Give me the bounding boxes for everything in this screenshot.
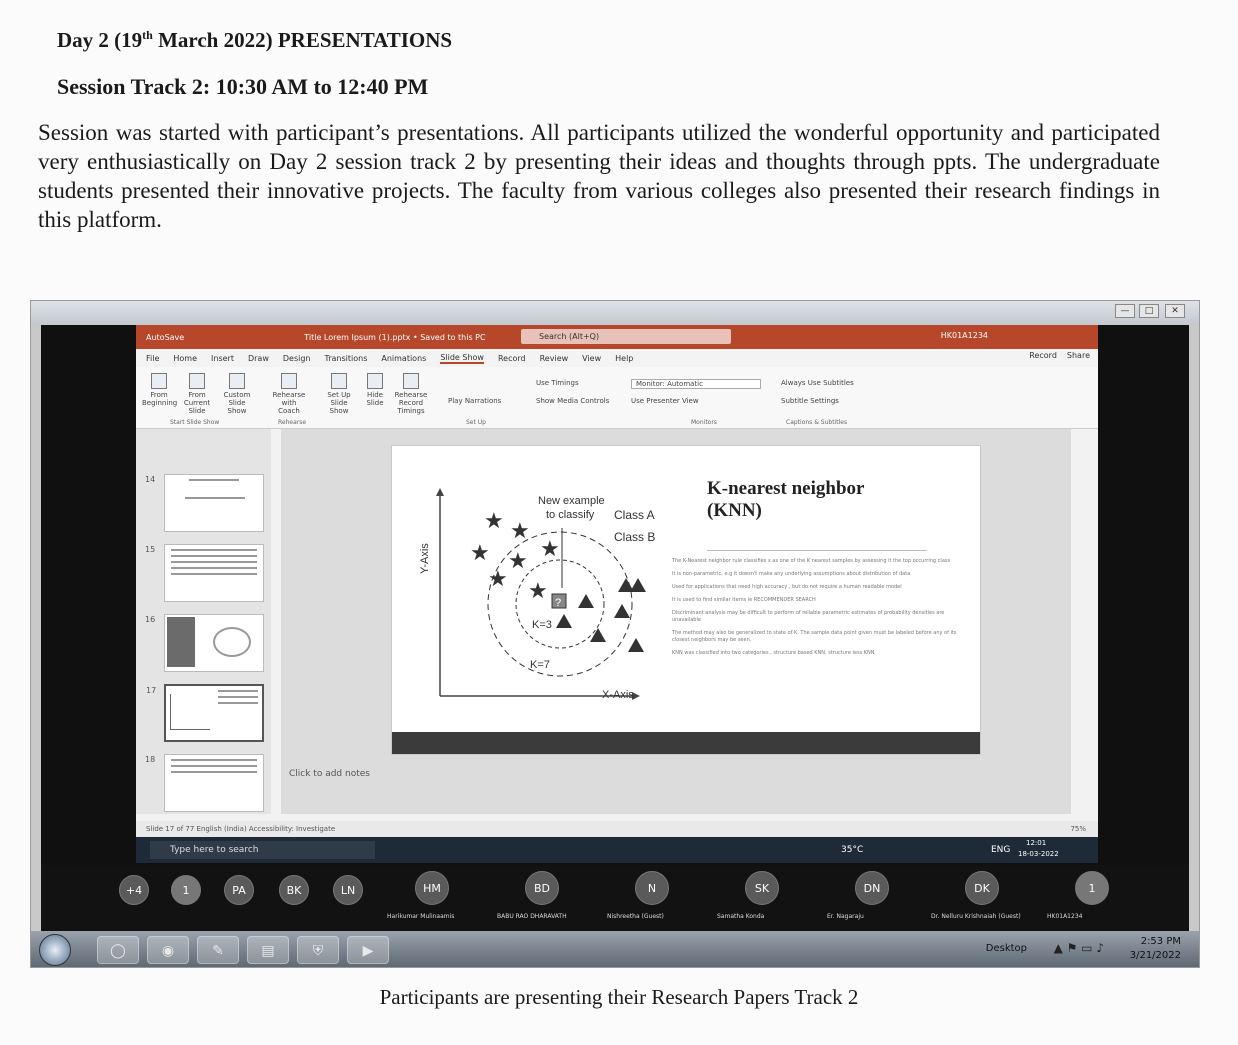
participant-avatar[interactable]: LN — [333, 875, 363, 905]
menu-record[interactable]: Record — [497, 353, 526, 363]
menu-home[interactable]: Home — [173, 353, 198, 363]
file-name: Title Lorem Ipsum (1).pptx • Saved to this PC — [304, 332, 486, 342]
powerpoint-window — [136, 325, 1098, 837]
rehearse-coach-button[interactable]: Rehearse with Coach — [272, 373, 306, 415]
session-paragraph: Session was started with participant’s presentations. All participants utilized the wonderful opportunity and participated very enthusiastically on Day 2 session track 2 by presenting their ideas and thoughts through ppts. The undergraduate students presented their innovative projects. The faculty from various colleges also presented their research findings in this platform. — [38, 120, 1160, 232]
window-titlebar — [31, 301, 1199, 325]
bullet-item: It is used to find similar items ie RECOMMENDER SEARCH — [672, 597, 816, 603]
maximize-icon[interactable]: □ — [1139, 304, 1159, 318]
remote-screen — [41, 325, 1189, 931]
custom-show-icon — [229, 373, 245, 389]
k7-label: K=7 — [530, 659, 550, 671]
record-button[interactable]: Record — [1029, 351, 1057, 360]
triangle-marker — [630, 578, 646, 592]
bullet-item: KNN was classified into two categories , structure based KNN, structure less KNN — [672, 650, 875, 656]
thumbnail-slide-15[interactable]: 15 — [164, 544, 264, 602]
y-axis-label: Y-Axis — [419, 543, 431, 574]
star-marker: ★ — [484, 508, 504, 533]
chrome-icon[interactable]: ◉ — [147, 936, 189, 964]
star-marker: ★ — [508, 548, 528, 573]
star-marker: ★ — [528, 578, 548, 603]
participant-avatar[interactable]: BK — [279, 875, 309, 905]
participant-name: Dr. Nelluru Krishnaiah (Guest) — [931, 913, 1021, 920]
notes-pane[interactable]: Click to add notes — [289, 769, 370, 779]
menu-file[interactable]: File — [146, 353, 160, 363]
timings-icon — [403, 373, 419, 389]
ppt-menu-right — [1029, 351, 1090, 360]
windows-search-box[interactable]: Type here to search — [150, 841, 375, 859]
menu-view[interactable]: View — [582, 353, 602, 363]
group-start-label: Start Slide Show — [170, 419, 220, 426]
participant-strip — [41, 865, 1189, 931]
star-marker: ★ — [510, 518, 530, 543]
custom-show-button[interactable]: Custom Slide Show — [220, 373, 254, 415]
ie-icon[interactable]: ◯ — [97, 936, 139, 964]
participant-avatar[interactable]: PA — [224, 875, 254, 905]
menu-animations[interactable]: Animations — [381, 353, 427, 363]
thumbnail-slide-18[interactable]: 18 — [164, 754, 264, 812]
use-timings-check[interactable]: Use Timings — [536, 379, 579, 387]
clock[interactable]: 2:53 PM 3/21/2022 — [1129, 936, 1181, 961]
k3-label: K=3 — [532, 619, 552, 631]
zoom-level[interactable]: 75% — [1070, 825, 1086, 833]
triangle-marker — [614, 604, 630, 618]
triangle-marker — [578, 594, 594, 608]
menu-transitions[interactable]: Transitions — [324, 353, 368, 363]
triangle-marker — [590, 628, 606, 642]
participant-name: HK01A1234 — [1047, 913, 1083, 920]
media-player-icon[interactable]: ▶ — [347, 936, 389, 964]
participant-avatar[interactable]: DK — [965, 871, 999, 905]
group-monitors-label: Monitors — [691, 419, 717, 426]
ppt-status-bar — [136, 821, 1098, 837]
security-shield-icon[interactable]: ⛨ — [297, 936, 339, 964]
presenter-view-check[interactable]: Use Presenter View — [631, 397, 699, 405]
slide-footer-bar — [392, 732, 980, 754]
weather-readout: 35°C — [841, 845, 864, 855]
remote-clock-date: 18-03-2022 — [1018, 850, 1059, 858]
show-media-check[interactable]: Show Media Controls — [536, 397, 610, 405]
participant-name: Nishreetha (Guest) — [607, 913, 664, 920]
thumbnail-slide-16[interactable]: 16 — [164, 614, 264, 672]
setup-show-button[interactable]: Set Up Slide Show — [322, 373, 356, 415]
class-a-label: Class A — [614, 508, 655, 522]
menu-slide-show[interactable]: Slide Show — [440, 352, 484, 362]
slide-editor — [281, 429, 1071, 814]
windows7-taskbar — [31, 931, 1199, 968]
figure-caption: Participants are presenting their Research Papers Track 2 — [379, 985, 859, 1009]
participant-name: Harikumar Mulinaamis — [387, 913, 455, 920]
participant-avatar[interactable]: 1 — [1075, 871, 1109, 905]
paint-icon[interactable]: ✎ — [197, 936, 239, 964]
current-slide[interactable] — [391, 445, 981, 755]
bullet-item: The method may also be generalized to state of K. The sample data point given must be labeled before any of its closest neighbors may be seen. — [672, 630, 957, 643]
participant-avatar[interactable]: N — [635, 871, 669, 905]
title-divider — [707, 550, 927, 551]
group-captions-label: Captions & Subtitles — [786, 419, 848, 426]
monitor-select[interactable]: Monitor: Automatic — [631, 379, 761, 389]
language-indicator[interactable]: ENG — [991, 845, 1011, 855]
participant-name: BABU RAO DHARAVATH — [497, 913, 567, 920]
menu-help[interactable]: Help — [615, 353, 634, 363]
from-beginning-button[interactable]: From Beginning — [142, 373, 176, 407]
play-narrations-check[interactable]: Play Narrations — [448, 397, 502, 405]
slide-bullets — [672, 558, 957, 663]
ppt-menu-bar — [136, 349, 1098, 367]
slide-thumbnail-pane — [136, 429, 271, 814]
menu-insert[interactable]: Insert — [211, 353, 234, 363]
autosave-toggle[interactable]: AutoSave — [146, 332, 185, 342]
query-mark: ? — [555, 597, 562, 609]
participant-avatar[interactable]: SK — [745, 871, 779, 905]
thumbnail-slide-14[interactable]: 14 — [164, 474, 264, 532]
participant-name: Samatha Konda — [717, 913, 765, 920]
from-current-button[interactable]: From Current Slide — [180, 373, 214, 415]
group-rehearse-label: Rehearse — [278, 419, 307, 426]
status-text: Slide 17 of 77 English (India) Accessibility: Investigate — [146, 825, 336, 833]
participant-avatar[interactable]: DN — [855, 871, 889, 905]
session-heading: Session Track 2: 10:30 AM to 12:40 PM — [57, 74, 429, 99]
triangle-marker — [628, 638, 644, 652]
remote-clock-time: 12:01 — [1026, 839, 1047, 847]
share-button[interactable]: Share — [1066, 351, 1090, 360]
slideshow-icon — [151, 373, 167, 389]
coach-icon — [281, 373, 297, 389]
participant-avatar[interactable]: 1 — [171, 875, 201, 905]
participant-avatar[interactable]: HM — [415, 871, 449, 905]
setup-icon — [331, 373, 347, 389]
to-classify-label: to classify — [546, 509, 595, 521]
class-b-label: Class B — [614, 530, 656, 544]
participant-avatar[interactable]: BD — [525, 871, 559, 905]
day-heading: Day 2 (19th March 2022) PRESENTATIONS — [57, 28, 453, 52]
hide-slide-icon — [367, 373, 383, 389]
rehearse-timings-button[interactable]: Rehearse Record Timings — [394, 373, 428, 415]
menu-design[interactable]: Design — [282, 353, 311, 363]
slide-title: K-nearest neighbor (KNN) — [707, 478, 865, 521]
remote-taskbar — [136, 837, 1098, 863]
star-marker: ★ — [540, 536, 560, 561]
group-setup-label: Set Up — [466, 419, 486, 426]
bullet-item: Discriminant analysis may be difficult to perform of reliable parametric estimates of probability densities are unavailable — [672, 610, 945, 623]
bullet-item: It is non-parametric, e.g it doesn't make any underlying assumptions about distribution of data — [672, 571, 911, 577]
ppt-ribbon — [136, 367, 1098, 429]
always-subtitles-check[interactable]: Always Use Subtitles — [781, 379, 854, 387]
folder-icon[interactable]: ▤ — [247, 936, 289, 964]
participant-name: Er. Nagaraju — [827, 913, 864, 920]
star-marker: ★ — [488, 566, 508, 591]
bullet-item: Used for applications that need high accuracy , but do not require a human readable model — [672, 584, 902, 590]
y-axis-arrow — [436, 488, 444, 496]
desktop-toolbar[interactable]: Desktop — [985, 943, 1027, 954]
close-icon[interactable]: ✕ — [1165, 304, 1185, 318]
participant-avatar[interactable]: +4 — [119, 875, 149, 905]
star-marker: ★ — [470, 540, 490, 565]
x-axis-label: X-Axis — [602, 689, 634, 701]
subtitle-settings-button[interactable]: Subtitle Settings — [781, 397, 839, 405]
slideshow-icon — [189, 373, 205, 389]
minimize-icon[interactable]: — — [1115, 304, 1135, 318]
knn-diagram — [392, 456, 652, 716]
bullet-item: The K-Nearest neighbor rule classifies x as one of the K nearest samples by assessing it the top occurring class — [672, 558, 951, 564]
system-tray-icons[interactable]: ▲ ⚑ ▭ ♪ — [1053, 941, 1104, 955]
hide-slide-button[interactable]: Hide Slide — [358, 373, 392, 407]
ppt-user-name[interactable]: HK01A1234 — [940, 331, 988, 340]
ppt-search-box[interactable]: Search (Alt+Q) — [521, 329, 731, 344]
meeting-screenshot — [30, 300, 1200, 968]
menu-draw[interactable]: Draw — [247, 353, 269, 363]
triangle-marker — [556, 614, 572, 628]
start-orb-icon[interactable] — [39, 934, 71, 966]
menu-review[interactable]: Review — [539, 353, 569, 363]
thumbnail-slide-17[interactable]: 17 — [164, 684, 264, 742]
new-example-label: New example — [538, 495, 605, 507]
